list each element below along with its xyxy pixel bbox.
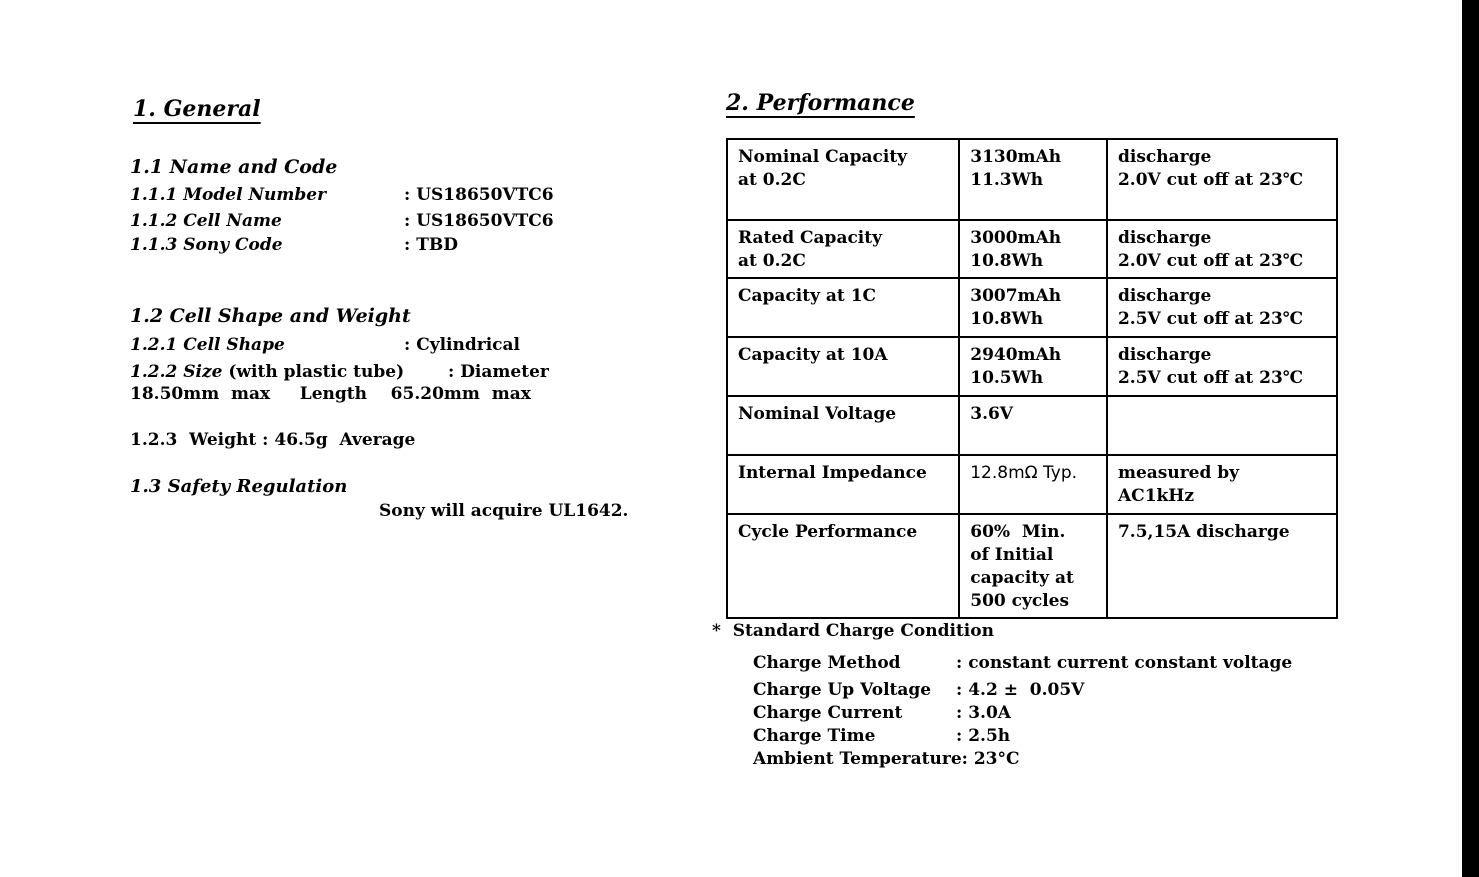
charge-time-label: Charge Time [753, 726, 876, 746]
condition-cell: discharge 2.0V cut off at 23℃ [1107, 220, 1337, 278]
charge-time-row [753, 726, 1010, 746]
name-code-heading: 1.1 Name and Code [130, 156, 338, 178]
item-cell: Internal Impedance [727, 455, 959, 514]
charge-current-value: : 3.0A [956, 703, 1011, 723]
table-row [727, 337, 1337, 396]
table-row [727, 139, 1337, 220]
table-row [727, 455, 1337, 514]
charge-method-row [753, 653, 1292, 673]
cell-name-value: : US18650VTC6 [404, 211, 554, 231]
value-cell: 12.8mΩ Typ. [959, 455, 1107, 514]
size-value: : Diameter [448, 362, 549, 382]
safety-heading: 1.3 Safety Regulation [130, 476, 348, 497]
charge-time-value: : 2.5h [956, 726, 1011, 746]
right-edge-bar [1462, 0, 1479, 877]
condition-cell: discharge 2.5V cut off at 23℃ [1107, 337, 1337, 396]
model-number-label: 1.1.1 Model Number [130, 185, 327, 205]
item-cell: Capacity at 1C [727, 278, 959, 337]
condition-cell: discharge 2.5V cut off at 23℃ [1107, 278, 1337, 337]
safety-text: Sony will acquire UL1642. [379, 501, 629, 521]
item-cell: Rated Capacity at 0.2C [727, 220, 959, 278]
charge-method-value: : constant current constant voltage [956, 653, 1293, 673]
value-cell: 2940mAh 10.5Wh [959, 337, 1107, 396]
condition-cell [1107, 396, 1337, 455]
ambient-temperature: Ambient Temperature: 23°C [753, 749, 1020, 769]
item-cell: Nominal Capacity at 0.2C [727, 139, 959, 220]
charge-method-label: Charge Method [753, 653, 901, 673]
condition-cell: 7.5,15A discharge [1107, 514, 1337, 618]
table-row [727, 220, 1337, 278]
condition-cell: discharge 2.0V cut off at 23℃ [1107, 139, 1337, 220]
value-cell: 60% Min. of Initial capacity at 500 cycles [959, 514, 1107, 618]
value-cell: 3.6V [959, 396, 1107, 455]
weight-label: 1.2.3 Weight [130, 430, 257, 450]
charge-voltage-value: : 4.2 ± 0.05V [956, 680, 1085, 700]
item-cell: Capacity at 10A [727, 337, 959, 396]
size-dimensions: 18.50mm max Length 65.20mm max [130, 384, 531, 404]
weight-line [130, 430, 415, 450]
model-number-value: : US18650VTC6 [404, 185, 554, 205]
size-note: (with plastic tube) [228, 362, 405, 382]
value-cell: 3007mAh 10.8Wh [959, 278, 1107, 337]
table-row [727, 514, 1337, 618]
condition-cell: measured by AC1kHz [1107, 455, 1337, 514]
sony-code-label: 1.1.3 Sony Code [130, 235, 283, 255]
performance-table [726, 138, 1338, 619]
section-performance-title: 2. Performance [726, 90, 915, 116]
table-row [727, 278, 1337, 337]
value-cell: 3130mAh 11.3Wh [959, 139, 1107, 220]
item-cell: Cycle Performance [727, 514, 959, 618]
charge-voltage-row [753, 680, 1084, 700]
cell-shape-value: : Cylindrical [404, 335, 521, 355]
value-cell: 3000mAh 10.8Wh [959, 220, 1107, 278]
weight-value: : 46.5g Average [256, 430, 416, 450]
section-general-title: 1. General [133, 96, 261, 122]
size-line [130, 362, 404, 382]
charge-condition-heading: * Standard Charge Condition [712, 621, 994, 641]
item-cell: Nominal Voltage [727, 396, 959, 455]
sony-code-value: : TBD [404, 235, 458, 255]
cell-shape-label: 1.2.1 Cell Shape [130, 335, 285, 355]
charge-voltage-label: Charge Up Voltage [753, 680, 932, 700]
cell-name-label: 1.1.2 Cell Name [130, 211, 282, 231]
shape-weight-heading: 1.2 Cell Shape and Weight [130, 305, 411, 327]
charge-current-label: Charge Current [753, 703, 903, 723]
charge-current-row [753, 703, 1011, 723]
size-label: 1.2.2 Size [130, 362, 223, 382]
table-row [727, 396, 1337, 455]
